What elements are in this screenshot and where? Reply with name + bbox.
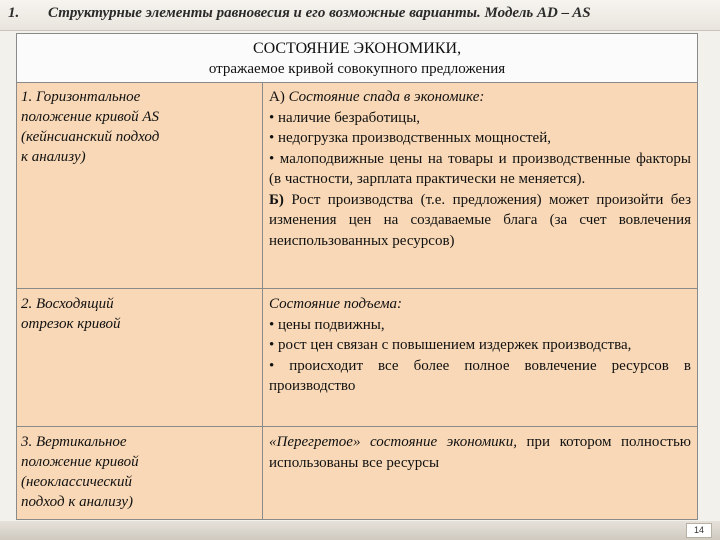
table-row: [17, 82, 697, 289]
footer-band: [0, 521, 720, 540]
table-row: [17, 427, 697, 519]
page-number: 14: [686, 523, 712, 538]
economy-state-cell: «Перегретое» состояние экономики, при котором полностью использованы все ресурсы: [269, 434, 691, 471]
economy-state-cell: Состояние подъема: • цены подвижны, • рост цен связан с повышением издержек производства, • происходит все более полное вовлечение ресурсов в производство: [269, 296, 691, 394]
curve-position-cell: 3. Вертикальное положение кривой (неоклассический подход к анализу): [17, 427, 263, 519]
table-subtitle: отражаемое кривой совокупного предложения: [208, 61, 506, 77]
curve-position-cell: 2. Восходящий отрезок кривой: [17, 289, 263, 426]
economy-state-table: [16, 33, 698, 520]
curve-position-cell: 1. Горизонтальное положение кривой AS (кейнсианский подход к анализу): [17, 82, 263, 288]
slide-header: [0, 0, 720, 31]
section-number: 1.: [8, 5, 20, 21]
economy-state-cell: А) Состояние спада в экономике: • наличие безработицы, • недогрузка производственных мощностей, • малоподвижные цены на товары и производственные факторы (в частности, зарплата практически не меняется). Б) Рост производства (т.е. предложения) может произойти без изменения цен на создаваемые блага (за счет вовлечения неиспользованных ресурсов): [269, 89, 691, 249]
table-title-row: [17, 34, 697, 83]
table-title: СОСТОЯНИЕ ЭКОНОМИКИ,: [252, 40, 462, 57]
slide-title: Структурные элементы равновесия и его возможные варианты. Модель AD – AS: [48, 5, 591, 21]
table-row: [17, 289, 697, 427]
